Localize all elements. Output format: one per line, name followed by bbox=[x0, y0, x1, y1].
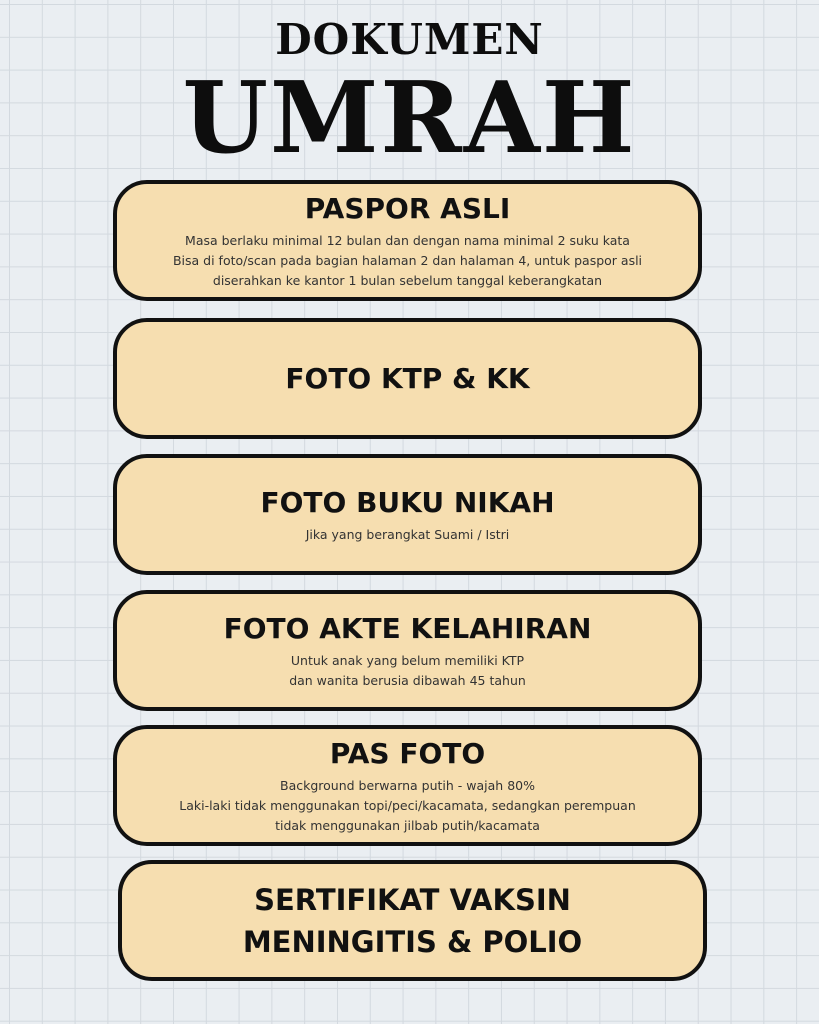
card-description-line: Laki-laki tidak menggunakan topi/peci/kacamata, sedangkan perempuan bbox=[179, 797, 636, 813]
card-description-line: diserahkan ke kantor 1 bulan sebelum tanggal keberangkatan bbox=[212, 272, 603, 288]
card-title: FOTO KTP & KK bbox=[285, 361, 530, 395]
card-title-line: SERTIFIKAT VAKSIN bbox=[254, 882, 571, 917]
card-title: FOTO BUKU NIKAH bbox=[260, 485, 555, 519]
document-card-buku-nikah bbox=[113, 454, 702, 575]
card-title: PASPOR ASLI bbox=[304, 191, 511, 225]
card-description bbox=[289, 651, 526, 691]
document-card-ktp-kk bbox=[113, 318, 702, 439]
card-description-line: tidak menggunakan jilbab putih/kacamata bbox=[275, 817, 540, 833]
page-title: UMRAH bbox=[182, 61, 637, 176]
document-card-sertifikat-vaksin bbox=[118, 860, 707, 981]
card-description bbox=[173, 231, 642, 291]
card-title-line: MENINGITIS & POLIO bbox=[242, 924, 583, 959]
card-description bbox=[306, 525, 510, 545]
card-description-line: dan wanita berusia dibawah 45 tahun bbox=[289, 672, 526, 688]
card-description-line: Background berwarna putih - wajah 80% bbox=[280, 777, 535, 793]
card-description-line: Jika yang berangkat Suami / Istri bbox=[305, 526, 510, 542]
card-description-line: Bisa di foto/scan pada bagian halaman 2 dan halaman 4, untuk paspor asli bbox=[172, 252, 643, 268]
document-card-paspor bbox=[113, 180, 702, 301]
document-card-akte-kelahiran bbox=[113, 590, 702, 711]
card-title bbox=[243, 879, 582, 963]
card-description-line: Untuk anak yang belum memiliki KTP bbox=[290, 652, 525, 668]
card-description bbox=[179, 776, 636, 836]
page-subtitle: DOKUMEN bbox=[275, 15, 544, 64]
card-title: FOTO AKTE KELAHIRAN bbox=[223, 611, 592, 645]
card-title: PAS FOTO bbox=[329, 736, 486, 770]
card-description-line: Masa berlaku minimal 12 bulan dan dengan nama minimal 2 suku kata bbox=[185, 232, 630, 248]
document-card-pas-foto bbox=[113, 725, 702, 846]
